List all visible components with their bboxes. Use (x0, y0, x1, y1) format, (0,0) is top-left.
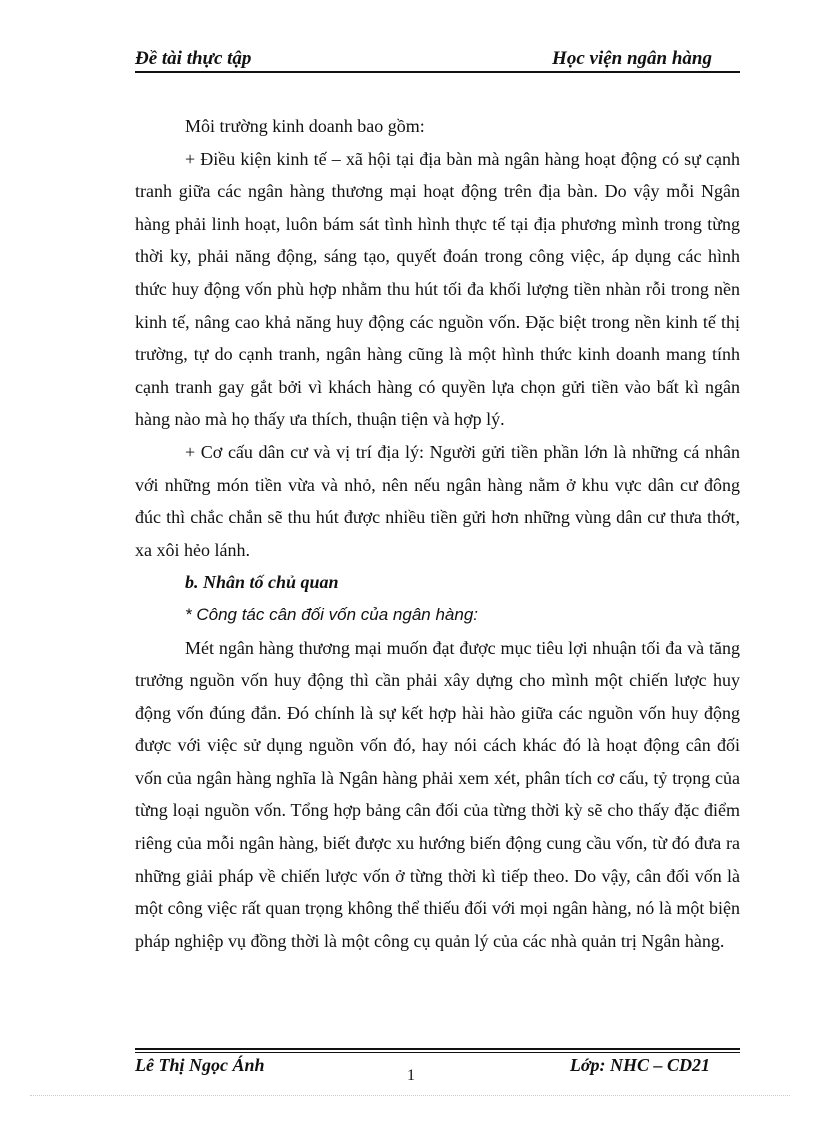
paragraph-intro: Môi trường kinh doanh bao gồm: (185, 116, 425, 136)
header-title-left: Đề tài thực tập (135, 48, 252, 69)
section-heading: b. Nhân tố chủ quan (185, 572, 339, 593)
footer-divider-thin (135, 1052, 740, 1053)
document-body (135, 110, 740, 957)
paragraph-population-structure: + Cơ cấu dân cư và vị trí địa lý: Người gửi tiền phần lớn là những cá nhân với những món tiền vừa và nhỏ, nên nếu ngân hàng nằm ở khu vực dân cư đông đúc thì chắc chắn sẽ thu hút được nhiều tiền gửi hơn những vùng dân cư thưa thớt, xa xôi hẻo lánh. (135, 441, 740, 560)
footer-author: Lê Thị Ngọc Ánh (135, 1055, 265, 1075)
header-title-right: Học viện ngân hàng (552, 48, 712, 69)
page-footer (135, 1055, 740, 1085)
footer-divider-thick (135, 1048, 740, 1050)
paragraph-capital-balance: Mét ngân hàng thương mại muốn đạt được mục tiêu lợi nhuận tối đa và tăng trưởng nguồn vốn huy động thì cần phải xây dựng cho mình một chiến lược huy động vốn đúng đắn. Đó chính là sự kết hợp hài hào giữa các nguồn vốn huy động được với việc sử dụng nguồn vốn đó, hay nói cách khác đó là hoạt động cân đối vốn của ngân hàng nghĩa là Ngân hàng phải xem xét, phân tích cơ cấu, tỷ trọng của từng loại nguồn vốn. Tổng hợp bảng cân đối của từng thời kỳ sẽ cho thấy đặc điểm riêng của mỗi ngân hàng, biết được xu hướng biến động cung cầu vốn, từ đó đưa ra những giải pháp về chiến lược vốn ở từng thời kì tiếp theo. Do vậy, cân đối vốn là một công việc rất quan trọng không thể thiếu đối với mọi ngân hàng, nó là một biện pháp nghiệp vụ đồng thời là một công cụ quản lý của các nhà quản trị Ngân hàng. (135, 637, 740, 951)
page-bottom-dotted-line (30, 1095, 790, 1096)
section-subheading: * Công tác cân đối vốn của ngân hàng: (185, 604, 478, 624)
header-divider (135, 71, 740, 73)
paragraph-economic-conditions: + Điều kiện kinh tế – xã hội tại địa bàn mà ngân hàng hoạt động có sự cạnh tranh giữa các ngân hàng thương mại hoạt động trên địa bàn. Do vậy mỗi Ngân hàng phải linh hoạt, luôn bám sát tình hình thực tế tại địa phương mình trong từng thời ky, phải năng động, sáng tạo, quyết đoán trong công việc, áp dụng các hình thức huy động vốn phù hợp nhằm thu hút tối đa khối lượng tiền nhàn rỗi trong nền kinh tế, nâng cao khả năng huy động các nguồn vốn. Đặc biệt trong nền kinh tế thị trường, tự do cạnh tranh, ngân hàng cũng là một hình thức kinh doanh mang tính cạnh tranh gay gắt bởi vì khách hàng có quyền lựa chọn gửi tiền vào bất kì ngân hàng nào mà họ thấy ưa thích, thuận tiện và hợp lý. (135, 148, 740, 430)
footer-class: Lớp: NHC – CD21 (569, 1055, 710, 1075)
page-number: 1 (407, 1067, 415, 1084)
